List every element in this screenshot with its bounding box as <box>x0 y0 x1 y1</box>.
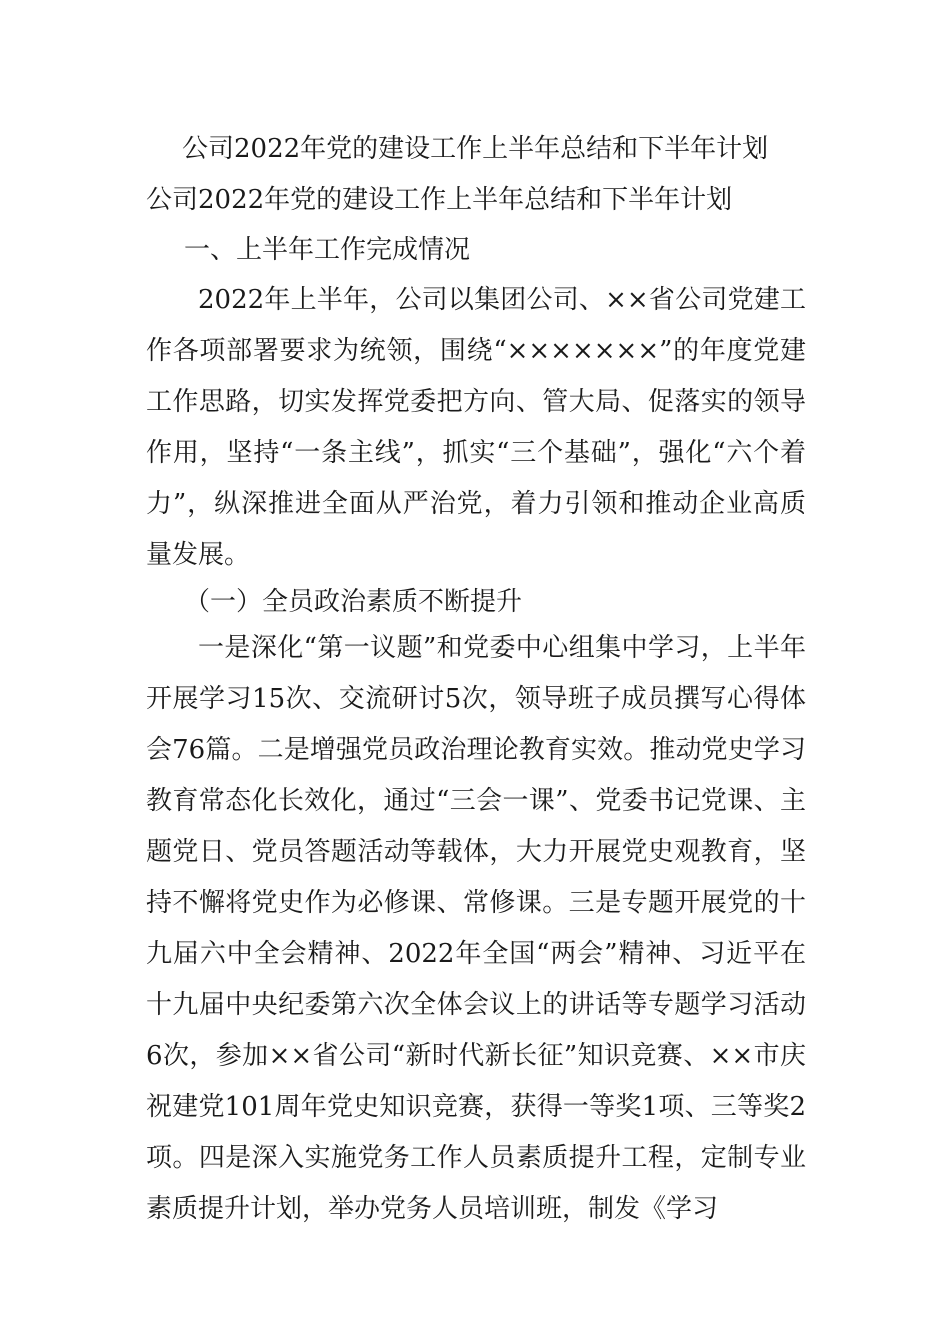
document-title-1: 公司2022年党的建设工作上半年总结和下半年计划 <box>182 134 769 164</box>
paragraph-1: 2022年上半年，公司以集团公司、××省公司党建工作各项部署要求为统领，围绕“×××××××”的年度党建工作思路，切实发挥党委把方向、管大局、促落实的领导作用，坚持“一条主线”，抓实“三个基础”，强化“六个着力”，纵深推进全面从严治党，着力引领和推动企业高质量发展。 <box>146 285 806 570</box>
section-heading-1: 一、上半年工作完成情况 <box>184 235 471 265</box>
paragraph-2: 一是深化“第一议题”和党委中心组集中学习，上半年开展学习15次、交流研讨5次，领导班子成员撰写心得体会76篇。二是增强党员政治理论教育实效。推动党史学习教育常态化长效化，通过“三会一课”、党委书记党课、主题党日、党员答题活动等载体，大力开展党史观教育，坚持不懈将党史作为必修课、常修课。三是专题开展党的十九届六中全会精神、2022年全国“两会”精神、习近平在十九届中央纪委第六次全体会议上的讲话等专题学习活动6次，参加××省公司“新时代新长征”知识竞赛、××市庆祝建党101周年党史知识竞赛，获得一等奖1项、三等奖2项。四是深入实施党务工作人员素质提升工程，定制专业素质提升计划，举办党务人员培训班，制发《学习 <box>146 633 806 1224</box>
subsection-heading-1: （一）全员政治素质不断提升 <box>184 587 523 617</box>
document-title-2: 公司2022年党的建设工作上半年总结和下半年计划 <box>146 185 733 215</box>
